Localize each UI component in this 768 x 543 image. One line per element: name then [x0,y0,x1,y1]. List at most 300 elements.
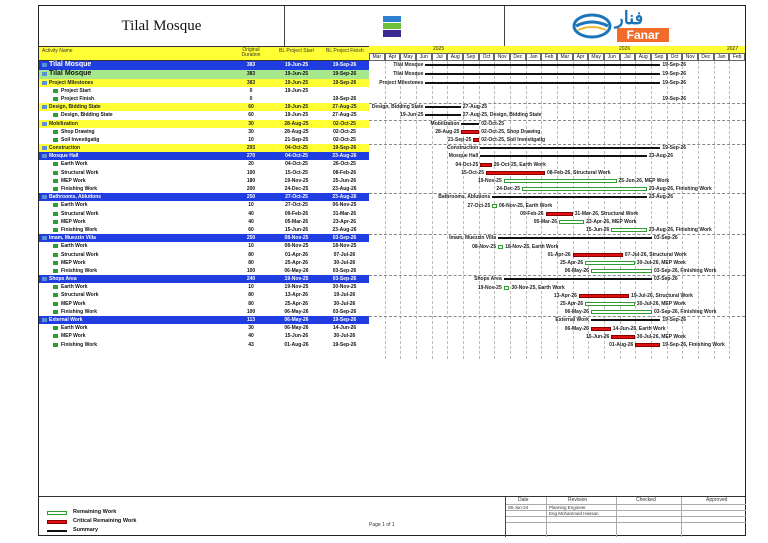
activity-name: Bathrooms, Ablutions [49,194,102,201]
activity-name: Structural Work [61,292,99,299]
group-separator [369,234,745,235]
activity-duration: 10 [248,202,254,209]
critical-bar[interactable] [546,212,573,216]
activity-icon [53,269,58,273]
activity-icon [42,154,47,158]
activity-icon [42,146,47,150]
summary-bar[interactable] [461,123,479,125]
legend-critical-label: Critical Remaining Work [73,518,137,524]
bar-right-label: 23-Aug-26 [648,153,673,160]
table-row[interactable] [39,128,369,136]
table-row[interactable] [39,210,369,218]
activity-name: Shops Area [49,276,77,283]
bar-left-label: Project Milestones [379,79,424,86]
legend-critical [47,518,187,524]
legend-remaining-label: Remaining Work [73,509,117,515]
month-cell: Feb [729,53,745,61]
bar-left-label: 24-Dec-25 [496,186,521,193]
bar-right-label: 23-Aug-26, Finishing Work [648,227,712,234]
activity-finish: 03-Sep-26 [332,235,357,242]
bar-right-label: 30-Nov-25, Earth Work [511,284,565,291]
bar-right-label: 02-Oct-25, Soil Investigatig [481,137,546,143]
activity-start: 15-Oct-25 [285,169,308,176]
company-logo-box [505,6,745,46]
summary-bar[interactable] [492,196,647,198]
activity-duration: 80 [248,259,254,266]
activity-finish [322,87,367,95]
activity-start: 01-Apr-26 [284,251,309,258]
bar-left-label: 06-May-26 [564,309,589,316]
table-row[interactable] [39,341,369,349]
activity-table [39,61,369,349]
activity-finish: 23-Aug-26 [332,153,357,160]
activity-start: 06-May-26 [284,325,309,332]
bar-right-label: 26-Oct-25, Earth Work [493,161,546,168]
activity-finish: 03-Sep-26 [332,267,357,274]
activity-start: 09-Feb-26 [284,210,309,217]
activity-name: Finishing Work [61,308,98,315]
activity-duration: 383 [246,70,256,77]
table-row[interactable] [39,324,369,332]
grid-line [494,61,495,359]
activity-icon [42,236,47,240]
bar-right-label: 14-Jun-26, Earth Work [612,325,666,332]
bar-left-label: 01-Aug-26 [609,342,634,348]
activity-finish: 08-Feb-26 [332,169,357,176]
critical-bar[interactable] [573,253,623,257]
remaining-bar[interactable] [611,228,647,232]
bar-left-label: External Work [555,317,589,324]
activity-duration: 60 [248,112,254,119]
month-cell: Sep [651,53,667,61]
activity-duration: 100 [246,308,256,315]
col-duration: Original Duration [241,47,261,58]
bar-left-label: 15-Jun-26 [585,333,610,340]
activity-finish: 23-Aug-26 [332,226,357,233]
activity-duration: 270 [246,153,256,160]
table-row[interactable] [39,242,369,250]
activity-finish: 26-Oct-25 [333,161,356,168]
activity-finish: 30-Nov-25 [332,284,357,291]
activity-name: Tilal Mosque [49,69,92,77]
activity-start: 21-Sep-25 [284,136,309,143]
company-logo-text: Fanar [617,28,669,42]
gantt-report [38,5,746,536]
activity-icon [42,72,47,76]
bar-right-label: 03-Sep-26 [654,276,678,283]
legend-summary [47,527,187,533]
critical-bar[interactable] [611,335,635,339]
activity-finish: 27-Aug-25 [332,104,357,111]
activity-icon [53,261,58,265]
activity-duration: 20 [248,161,254,168]
activity-finish: 30-Jul-26 [333,259,356,266]
bar-right-label: 19-Sep-26 [662,145,687,152]
activity-start: 13-Apr-26 [284,292,309,299]
activity-name: Mobilization [49,120,78,127]
month-cell: Dec [698,53,714,61]
month-cell: Oct [667,53,683,61]
activity-finish: 02-Oct-25 [333,120,356,127]
activity-duration: 250 [246,194,256,201]
table-row[interactable] [39,103,369,111]
activity-icon [53,343,58,347]
column-headers [39,46,369,61]
grid-line [557,61,558,359]
activity-duration: 293 [246,145,256,152]
activity-duration: 240 [246,276,256,283]
bar-left-label: 25-Apr-26 [560,260,584,266]
activity-duration: 60 [248,226,254,233]
activity-start [274,95,319,103]
grid-line [729,61,730,359]
activity-finish: 30-Jul-26 [333,300,356,307]
bar-right-label: 18-Nov-25, Earth Work [505,243,559,250]
activity-name: Design, Bidding State [61,112,113,119]
col-start: BL Project Start [279,48,314,54]
activity-start: 19-Jun-25 [284,79,309,86]
critical-bar[interactable] [486,171,545,175]
critical-bar[interactable] [461,130,479,134]
bar-left-label: 09-Feb-26 [520,210,544,217]
fanar-logo-icon [572,12,612,40]
legend-remaining [47,509,187,515]
summary-bar[interactable] [425,64,660,66]
activity-finish: 30-Jul-26 [333,333,356,340]
page-number: Page 1 of 1 [369,522,395,528]
table-row[interactable] [39,144,369,152]
year-label: 2026 [619,46,631,52]
activity-duration: 10 [248,284,254,291]
activity-icon [53,179,58,183]
month-cell: Jul [432,53,448,61]
activity-icon [42,122,47,126]
month-cell: Feb [541,53,557,61]
activity-duration: 60 [248,104,254,111]
activity-duration: 30 [248,128,254,135]
critical-bar[interactable] [480,163,491,167]
activity-start: 15-Jun-26 [284,333,309,340]
legend-critical-swatch [47,520,67,524]
table-row[interactable] [39,267,369,275]
month-cell: Jan [526,53,542,61]
rev-header-approved: Approved [706,497,728,503]
footer [39,496,745,537]
month-cell: Nov [494,53,510,61]
activity-icon [53,220,58,224]
activity-name: Structural Work [61,169,99,176]
activity-name: External Work [49,317,83,324]
bar-left-label: 15-Jun-26 [585,227,610,234]
activity-duration: 250 [246,235,256,242]
bar-right-label: 19-Sep-26 [662,62,687,68]
activity-name: Structural Work [61,210,99,217]
activity-duration: 80 [248,292,254,299]
bar-right-label: 08-Feb-26, Structural Work [546,169,611,176]
bar-right-label: 02-Oct-25 [481,120,504,127]
summary-bar[interactable] [591,319,660,321]
bar-left-label: 06-May-26 [564,325,589,332]
bar-left-label: Design, Bidding State [371,104,424,111]
table-row[interactable] [39,193,369,201]
table-row[interactable] [39,61,369,70]
activity-finish: 02-Oct-25 [333,136,356,143]
table-row[interactable] [39,234,369,242]
table-row[interactable] [39,218,369,226]
critical-bar[interactable] [579,294,629,298]
remaining-bar[interactable] [585,261,635,265]
group-separator [369,275,745,276]
activity-finish: 19-Sep-26 [332,62,357,68]
summary-bar[interactable] [425,114,461,116]
table-row[interactable] [39,226,369,234]
summary-bar[interactable] [480,147,660,149]
table-row[interactable] [39,120,369,128]
bar-left-label: 05-Mar-26 [533,219,558,225]
table-row[interactable] [39,259,369,267]
table-row[interactable] [39,251,369,259]
bar-left-label: Bathrooms, Ablutions [438,194,491,201]
activity-finish: 19-Sep-26 [332,341,357,348]
remaining-bar[interactable] [504,179,617,183]
activity-start: 06-May-26 [284,267,309,274]
bar-left-label: 01-Apr-26 [547,251,571,258]
activity-start: 19-Jun-25 [284,104,309,111]
rev-header-revision: Revision [568,497,588,503]
table-row[interactable] [39,291,369,299]
table-row[interactable] [39,79,369,87]
title-box [39,6,285,46]
activity-finish: 07-Jul-26 [333,251,356,258]
critical-bar[interactable] [473,138,479,142]
activity-start: 15-Jun-26 [284,226,309,233]
bar-left-label: 19-Jun-25 [400,112,424,119]
activity-duration: 383 [246,79,256,86]
bar-right-label: 03-Sep-26 [654,235,678,242]
summary-bar[interactable] [480,155,647,157]
activity-icon [53,89,58,93]
activity-start: 19-Jun-25 [284,70,309,77]
activity-duration: 10 [248,243,254,250]
activity-name: Earth Work [61,325,88,332]
summary-bar[interactable] [504,278,652,280]
activity-duration: 10 [248,136,254,143]
activity-finish: 27-Aug-25 [332,112,357,119]
table-row[interactable] [39,70,369,79]
legend-summary-label: Summary [73,527,99,533]
table-row[interactable] [39,160,369,168]
table-row[interactable] [39,87,369,95]
remaining-bar[interactable] [591,310,652,314]
month-cell: Apr [573,53,589,61]
activity-name: Mosque Hall [49,153,79,160]
activity-start: 25-Apr-26 [284,259,309,266]
legend-remaining-swatch [47,511,67,515]
activity-icon [53,138,58,142]
legend-summary-swatch [47,530,67,532]
table-row[interactable] [39,95,369,103]
bar-right-label: 19-Sep-26 [662,79,687,86]
table-row[interactable] [39,201,369,209]
bar-left-label: Tilal Mosque [393,70,424,77]
month-cell: Dec [510,53,526,61]
table-row[interactable] [39,332,369,340]
activity-duration: 200 [246,186,256,193]
bar-right-label: 19-Sep-26 [662,317,687,324]
month-cell: May [588,53,604,61]
bar-right-label: 30-Jul-26, MEP Work [636,333,686,340]
activity-duration: 80 [248,251,254,258]
activity-start: 19-Nov-25 [284,284,309,291]
bar-right-label: 27-Aug-25 [462,104,488,111]
remaining-bar[interactable] [492,204,497,208]
activity-icon [53,253,58,257]
table-row[interactable] [39,275,369,283]
table-row[interactable] [39,177,369,185]
table-row[interactable] [39,169,369,177]
activity-name: MEP Work [61,218,86,225]
activity-icon [42,63,47,67]
table-row[interactable] [39,136,369,144]
summary-bar[interactable] [425,82,660,84]
activity-name: MEP Work [61,300,86,307]
activity-name: Project Milestones [49,79,94,86]
activity-name: Project Start [61,87,91,94]
activity-name: Imam, Muezzin Villa [49,235,96,242]
activity-duration: 0 [249,87,253,94]
bar-left-label: 15-Oct-25 [461,169,484,176]
rev-line1: Planning Engineer [549,505,586,510]
month-cell: Aug [635,53,651,61]
activity-name: MEP Work [61,259,86,266]
activity-icon [53,203,58,207]
activity-duration: 80 [248,300,254,307]
remaining-bar[interactable] [585,302,635,306]
rev-date: 08-Jun-24 [508,505,529,510]
month-cell: Oct [479,53,495,61]
activity-name: Construction [49,145,81,152]
bar-right-label: 07-Jul-26, Structural Work [624,251,687,258]
table-row[interactable] [39,308,369,316]
activity-icon [42,318,47,322]
activity-name: Earth Work [61,161,88,168]
table-row[interactable] [39,111,369,119]
activity-start: 04-Oct-25 [285,153,308,160]
activity-duration: 40 [248,210,254,217]
activity-finish: 25-Jun-26 [332,177,357,184]
activity-icon [42,105,47,109]
table-row[interactable] [39,185,369,193]
timeline-years [369,46,745,53]
summary-bar[interactable] [425,73,660,75]
remaining-bar[interactable] [504,286,510,290]
month-cell: May [400,53,416,61]
month-cell: Apr [385,53,401,61]
bar-right-label: 25-Jun-26, MEP Work [618,178,670,184]
activity-duration: 43 [248,341,254,348]
activity-start: 25-Apr-26 [284,300,309,307]
activity-duration: 113 [246,317,256,324]
activity-name: MEP Work [61,177,86,184]
activity-icon [53,212,58,216]
table-row[interactable] [39,316,369,324]
summary-bar[interactable] [498,237,652,239]
activity-icon [53,326,58,330]
bar-right-label: 02-Oct-25, Shop Drawing [481,128,541,135]
bar-left-label: Mobilization [430,120,460,127]
bar-left-label: 04-Oct-25 [455,161,479,168]
bar-left-label: 28-Aug-25 [435,128,460,135]
activity-name: Earth Work [61,284,88,291]
activity-finish: 03-Sep-26 [332,276,357,283]
activity-name: Tilal Mosque [49,61,92,68]
bar-right-label: 19-Sep-26 [662,96,687,102]
remaining-bar[interactable] [591,269,652,273]
activity-start: 04-Oct-25 [285,145,308,152]
month-cell: Sep [463,53,479,61]
activity-finish: 02-Oct-25 [333,128,356,135]
month-cell: Mar [369,53,385,61]
activity-finish: 31-Mar-26 [332,210,357,217]
bar-left-label: Mosque Hall [448,153,479,160]
activity-finish: 19-Sep-26 [332,95,357,102]
activity-name: Finishing Work [61,267,98,274]
activity-finish: 18-Nov-25 [332,243,357,250]
activity-duration: 180 [246,177,256,184]
activity-duration: 0 [249,95,253,102]
activity-name: Earth Work [61,243,88,250]
rev-line2: Eng.Mohammed Hassan [549,511,599,516]
activity-start: 27-Oct-25 [285,202,308,209]
bar-left-label: Tilal Mosque [393,62,424,68]
activity-finish: 23-Apr-26 [332,218,357,225]
activity-start: 08-Nov-25 [284,235,309,242]
bar-right-label: 31-Mar-26, Structural Work [574,210,639,217]
bar-right-label: 27-Aug-25, Design, Bidding State [462,112,542,119]
table-row[interactable] [39,300,369,308]
month-cell: Nov [682,53,698,61]
year-label: 2027 [727,46,739,52]
critical-bar[interactable] [591,327,611,331]
activity-finish: 23-Aug-26 [332,186,357,193]
activity-finish: 19-Sep-26 [332,79,357,86]
activity-name: Shop Drawing [61,128,95,135]
bar-right-label: 23-Aug-26, Finishing Work [648,186,712,193]
bar-right-label: 19-Sep-26, Finishing Work [662,342,725,348]
activity-icon [42,195,47,199]
activity-icon [42,277,47,281]
remaining-bar[interactable] [559,220,584,224]
activity-icon [53,171,58,175]
activity-start: 19-Jun-25 [284,87,309,94]
grid-line [651,61,652,359]
activity-finish: 03-Sep-26 [332,308,357,315]
activity-name: Finishing Work [61,186,98,193]
activity-name: Soil Investigatig [61,136,100,143]
table-row[interactable] [39,283,369,291]
activity-start: 28-Aug-25 [284,128,309,135]
bar-left-label: 08-Nov-25 [472,243,496,250]
activity-start: 19-Nov-25 [284,276,309,283]
table-row[interactable] [39,152,369,160]
remaining-bar[interactable] [522,187,647,191]
critical-bar[interactable] [635,343,660,347]
remaining-bar[interactable] [498,245,503,249]
summary-bar[interactable] [425,106,461,108]
activity-icon [42,81,47,85]
activity-start: 19-Jun-25 [284,112,309,119]
activity-finish: 19-Sep-26 [332,145,357,152]
